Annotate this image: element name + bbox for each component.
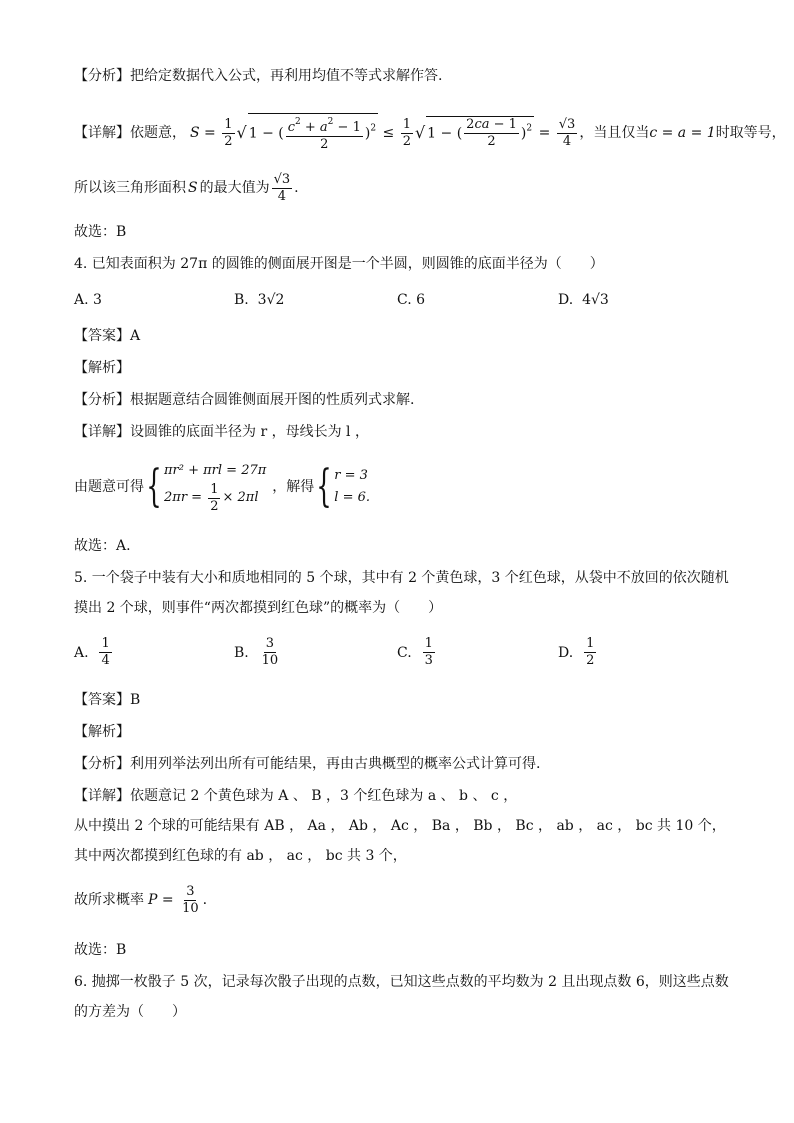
q3-conclusion: 所以该三角形面积 S 的最大值为 $\frac{√3}{4}$ . xyxy=(74,171,299,204)
q4-detail: 【详解】设圆锥的底面半径为 r ，母线长为 l ， xyxy=(74,424,369,440)
q5-favorable: 其中两次都摸到红色球的有 ab ， ac ， bc 共 3 个， xyxy=(74,848,407,864)
q5-option-c: C. $\frac{1}{3}$ xyxy=(397,636,433,668)
q6-stem-line2: 的方差为（ ） xyxy=(74,1004,186,1020)
q4-analysis: 【分析】根据题意结合圆锥侧面展开图的性质列式求解. xyxy=(74,392,415,408)
q4-solve-pre: ，解得 xyxy=(272,479,315,495)
q5-option-a: A. $\frac{1}{4}$ xyxy=(74,636,110,668)
q4-solution: r = 3 l = 6. xyxy=(334,468,371,505)
q3-analysis: 【分析】把给定数据代入公式，再利用均值不等式求解作答. xyxy=(74,68,443,84)
q3-conclusion-pre: 所以该三角形面积 xyxy=(74,180,186,196)
q3-half-frac: $\frac{1}{2}$ xyxy=(224,116,233,149)
q5-prob-value: $\frac{3}{10}$ xyxy=(182,883,199,916)
q3-detail-note: ，当且仅当 xyxy=(579,125,650,141)
q3-answer: 故选：B xyxy=(74,224,127,240)
q4-answer: 【答案】A xyxy=(74,328,141,344)
q5-final: 故选：B xyxy=(74,942,127,958)
q4-option-b: B. 3√2 xyxy=(234,292,285,308)
q4-option-a: A. 3 xyxy=(74,292,102,308)
q4-stem: 4. 已知表面积为 27π 的圆锥的侧面展开图是一个半圆，则圆锥的底面半径为（ ） xyxy=(74,256,604,272)
q5-option-d: D. $\frac{1}{2}$ xyxy=(558,636,595,668)
q5-outcomes: 从中摸出 2 个球的可能结果有 AB ， Aa ， Ab ， Ac ， Ba ， Bb ， Bc ， ab ， ac ， bc 共 10 个， xyxy=(74,818,726,834)
q3-detail-label: 【详解】依题意， xyxy=(74,125,186,141)
q5-answer: 【答案】B xyxy=(74,692,141,708)
q5-stem-line1: 5. 一个袋子中装有大小和质地相同的 5 个球，其中有 2 个黄色球，3 个红色球，从袋中不放回的依次随机 xyxy=(74,570,729,586)
q5-prob-pre: 故所求概率 xyxy=(74,892,144,908)
q4-equations: πr² + πrl = 27π 2πr = $\frac{1}{2}$ × 2πl xyxy=(164,462,267,514)
q5-probability: 故所求概率 P = $\frac{3}{10}$ . xyxy=(74,883,208,916)
q4-system-pre: 由题意可得 xyxy=(74,479,144,495)
q5-option-b: B. $\frac{3}{10}$ xyxy=(234,636,279,668)
q3-detail-end: 时取等号， xyxy=(715,125,786,141)
q4-option-c: C. 6 xyxy=(397,292,426,308)
q3-conclusion-mid: 的最大值为 xyxy=(199,180,270,196)
q4-option-d: D. 4√3 xyxy=(558,292,609,308)
q4-jiexi: 【解析】 xyxy=(74,360,130,376)
q3-condition: c = a = 1 xyxy=(649,125,716,141)
q4-system: 由题意可得 { πr² + πrl = 27π 2πr = $\frac{1}{2}$ × 2πl ，解得 { r = 3 l = 6. xyxy=(74,461,371,514)
q4-final: 故选：A. xyxy=(74,538,131,554)
q5-analysis: 【分析】利用列举法列出所有可能结果，再由古典概型的概率公式计算可得. xyxy=(74,756,541,772)
q3-detail: 【详解】依题意， S = $\frac{1}{2}$ √ 1 − ( $\frac{c^2 + a^2 - 1}{2}$ )$^2$ ≤ $\frac{1}{2}$ √ 1 − ( $\frac{2ca - 1}{2}$ )$^2$ = $\frac{√3}{4}$ ，当且仅当 c = a = 1 时取等号， xyxy=(74,110,786,156)
q5-jiexi: 【解析】 xyxy=(74,724,130,740)
q5-detail: 【详解】依题意记 2 个黄色球为 A 、 B ，3 个红色球为 a 、 b 、 c ， xyxy=(74,788,518,804)
q5-stem-line2: 摸出 2 个球，则事件“两次都摸到红色球”的概率为（ ） xyxy=(74,600,443,616)
q6-stem-line1: 6. 抛掷一枚骰子 5 次，记录每次骰子出现的点数，已知这些点数的平均数为 2 且出现点数 6，则这些点数 xyxy=(74,974,729,990)
q3-max-value: $\frac{√3}{4}$ xyxy=(273,171,291,204)
